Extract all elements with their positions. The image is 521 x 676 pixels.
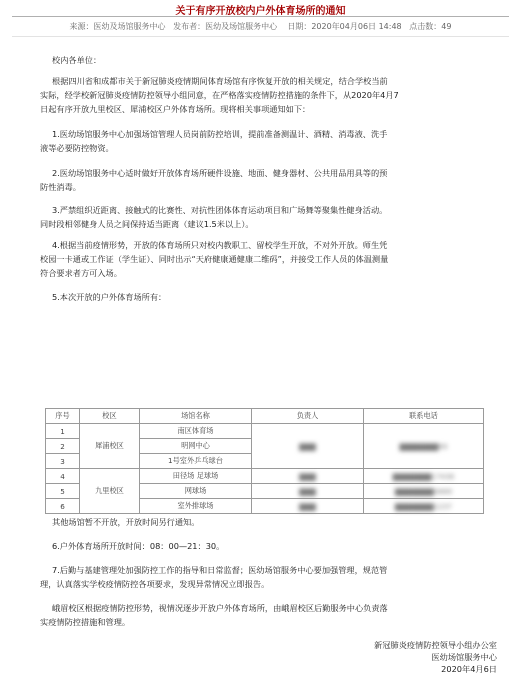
campus-cell: 犀浦校区 — [80, 424, 140, 469]
table-row — [46, 424, 484, 439]
signature-date: 2020年4月6日 — [441, 664, 497, 674]
item-3-line: 同时段相邻健身人员之间保持适当距离（建议1.5米以上）。 — [40, 219, 254, 229]
title-divider — [12, 16, 509, 17]
venue-name: 网球场 — [140, 484, 252, 499]
item-4-line: 4.根据当前疫情形势，开放的体育场所只对校内教职工、留校学生开放，不对外开放。师生凭 — [52, 240, 388, 250]
venue-name: 南区体育场 — [140, 424, 252, 439]
row-no: 5 — [46, 484, 80, 499]
contact-cell-redacted: ▇▇▇ — [252, 469, 364, 484]
date-label: 日期： — [287, 22, 312, 31]
row-no: 4 — [46, 469, 80, 484]
item-1-line: 1.医幼场馆服务中心加强场馆管理人员岗前防控培训，提前准备测温计、酒精、消毒液、洗手 — [52, 129, 388, 139]
source-value: 医幼及场馆服务中心 — [93, 22, 166, 31]
venue-name: 1号室外乒乓球台 — [140, 454, 252, 469]
header-no: 序号 — [46, 409, 80, 424]
clicks-label: 点击数： — [409, 22, 442, 31]
page-title: 关于有序开放校内户外体育场所的通知 — [175, 6, 346, 17]
greeting: 校内各单位： — [52, 55, 102, 65]
phone-cell-redacted: ▇▇▇▇▇▇▇17436 — [364, 469, 484, 484]
phone-cell-redacted: ▇▇▇▇▇▇▇0889 — [364, 484, 484, 499]
item-7-line: 理，认真落实学校疫情防控各项要求，发现异常情况立即报告。 — [40, 579, 270, 589]
row-no: 6 — [46, 499, 80, 514]
signature-org1: 新冠肺炎疫情防控领导小组办公室 — [374, 640, 497, 650]
table-row — [46, 469, 484, 484]
header-contact: 负责人 — [252, 409, 364, 424]
header-phone: 联系电话 — [364, 409, 484, 424]
row-no: 2 — [46, 439, 80, 454]
venue-name: 室外排球场 — [140, 499, 252, 514]
source-label: 来源： — [69, 22, 94, 31]
item-5: 5.本次开放的户外体育场所有： — [52, 292, 167, 302]
venue-name: 明网中心 — [140, 439, 252, 454]
intro-line: 日起有序开放九里校区、犀浦校区户外体育场所。现将相关事项通知如下： — [40, 104, 311, 114]
item-6: 6.户外体育场所开放时间：08：00—21：30。 — [52, 541, 225, 551]
item-7-line: 7.后勤与基建管理处加强防控工作的指导和日常监督；医幼场馆服务中心要加强管理，规范管 — [52, 565, 388, 575]
item-4-line: 校园一卡通或工作证（学生证）、同时出示“天府健康通健康二维码”，并接受工作人员的体温测量 — [40, 254, 389, 264]
clicks-value: 49 — [441, 22, 452, 31]
publisher-value: 医幼及场馆服务中心 — [205, 22, 278, 31]
item-2-line: 2.医幼场馆服务中心适时做好开放体育场所硬件设施、地面、健身器材、公共用品用具等的预 — [52, 168, 388, 178]
phone-cell-redacted: ▇▇▇▇▇▇▇99 — [364, 424, 484, 469]
signature-org2: 医幼场馆服务中心 — [431, 652, 497, 662]
row-no: 3 — [46, 454, 80, 469]
article-meta — [0, 21, 521, 32]
item-1-line: 液等必要防控物资。 — [40, 143, 114, 153]
emei-line: 实疫情防控措施和管理。 — [40, 617, 131, 627]
contact-cell-redacted: ▇▇▇ — [252, 484, 364, 499]
contact-cell-redacted: ▇▇▇ — [252, 424, 364, 469]
emei-line: 峨眉校区根据疫情防控形势，视情况逐步开放户外体育场所，由峨眉校区后勤服务中心负责落 — [52, 603, 388, 613]
publisher-label: 发布者： — [173, 22, 206, 31]
row-no: 1 — [46, 424, 80, 439]
intro-line: 根据四川省和成都市关于新冠肺炎疫情期间体育场馆有序恢复开放的相关规定，结合学校当前 — [52, 76, 388, 86]
venue-table — [45, 408, 484, 514]
item-2-line: 防性消毒。 — [40, 182, 81, 192]
item-4-line: 符合要求者方可入场。 — [40, 268, 122, 278]
contact-cell-redacted: ▇▇▇ — [252, 499, 364, 514]
phone-cell-redacted: ▇▇▇▇▇▇▇1237 — [364, 499, 484, 514]
intro-line: 实际，经学校新冠肺炎疫情防控领导小组同意，在严格落实疫情防控措施的条件下，从2020年4月7 — [40, 90, 399, 100]
after-table-note: 其他场馆暂不开放，开放时间另行通知。 — [52, 517, 200, 527]
header-venue: 场馆名称 — [140, 409, 252, 424]
header-campus: 校区 — [80, 409, 140, 424]
meta-divider — [12, 36, 509, 37]
item-3-line: 3.严禁组织近距离、接触式的比赛性、对抗性团体体育运动项目和广场舞等聚集性健身活动。 — [52, 205, 388, 215]
campus-cell: 九里校区 — [80, 469, 140, 514]
venue-name: 田径场 足球场 — [140, 469, 252, 484]
table-header-row — [46, 409, 484, 424]
date-value: 2020年04月06日 14:48 — [311, 22, 402, 31]
